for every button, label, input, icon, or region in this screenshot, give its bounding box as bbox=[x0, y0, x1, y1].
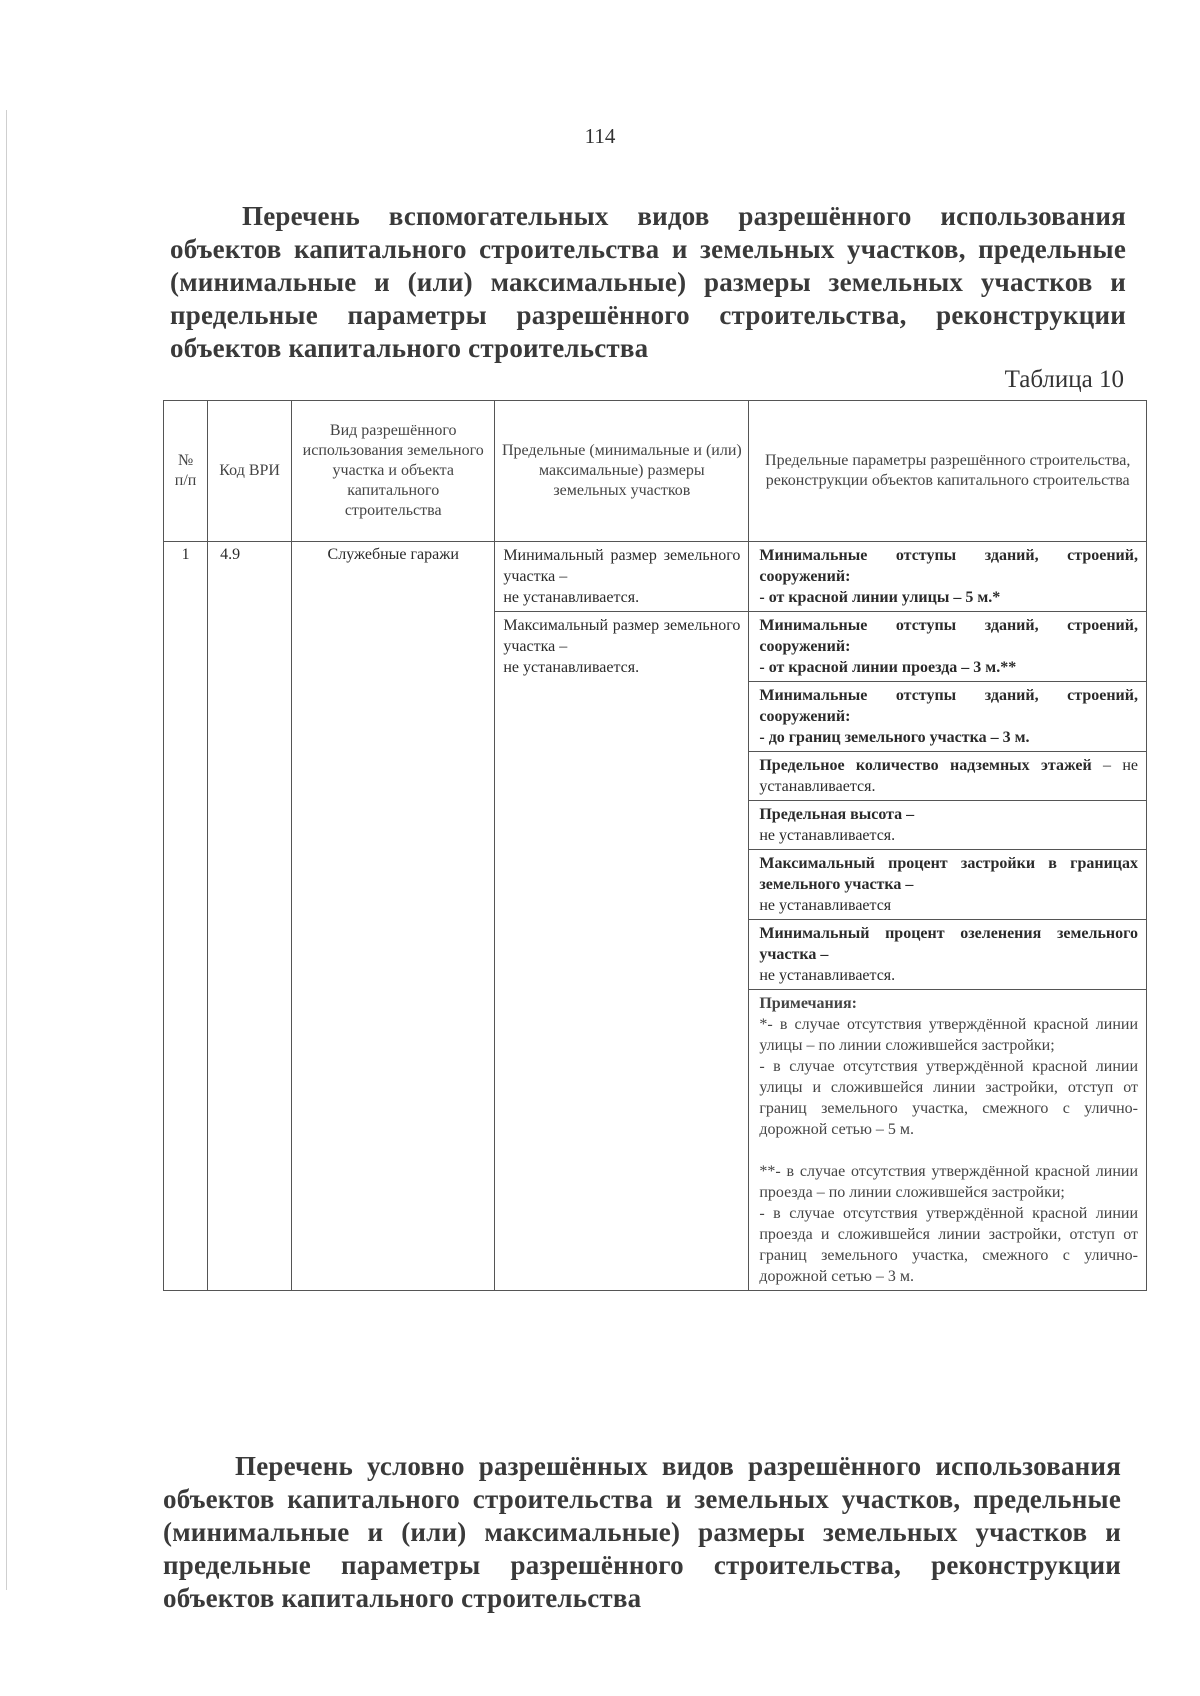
size-max bbox=[495, 612, 748, 681]
param-setback-passage-value: - от красной линии проезда – 3 м.** bbox=[759, 659, 1017, 676]
note-item: *- в случае отсутствия утверждённой красной линии улицы – по линии сложившейся застройки; bbox=[759, 1016, 1138, 1054]
header-kind: Вид разрешённого использования земельного участка и объекта капитального строительства bbox=[292, 401, 495, 542]
row-kind: Служебные гаражи bbox=[292, 542, 495, 1291]
section-heading-auxiliary-text: Перечень вспомогательных видов разрешённого использования объектов капитального строительства и земельных участков, предельные (минимальные и (или) максимальные) размеры земельных участков и предельные параметры разрешённого строительства, реконструкции объектов капитального строительства bbox=[170, 201, 1126, 363]
param-greening bbox=[749, 920, 1146, 990]
param-setback-street-value: - от красной линии улицы – 5 м.* bbox=[759, 589, 1001, 606]
size-min-value: не устанавливается. bbox=[503, 589, 640, 606]
header-code: Код ВРИ bbox=[208, 401, 292, 542]
size-max-label: Максимальный размер земельного участка – bbox=[503, 617, 741, 655]
param-setback-street bbox=[749, 542, 1146, 612]
param-setback-boundary bbox=[749, 682, 1146, 752]
param-height-label: Предельная высота – bbox=[759, 806, 915, 823]
table-header-row bbox=[164, 401, 1147, 542]
notes-spacer bbox=[759, 1140, 1138, 1161]
param-height-value: не устанавливается. bbox=[759, 827, 896, 844]
param-coverage-label: Максимальный процент застройки в границах земельного участка – bbox=[759, 855, 1138, 893]
param-floors-label: Предельное количество надземных этажей bbox=[759, 757, 1092, 774]
row-sizes bbox=[495, 542, 749, 1291]
param-setback-street-label: Минимальные отступы зданий, строений, сооружений: bbox=[759, 547, 1138, 585]
size-min-label: Минимальный размер земельного участка – bbox=[503, 547, 741, 585]
row-code: 4.9 bbox=[208, 542, 292, 1291]
param-height bbox=[749, 801, 1146, 850]
param-setback-passage bbox=[749, 612, 1146, 682]
param-greening-value: не устанавливается. bbox=[759, 967, 896, 984]
notes-title: Примечания: bbox=[759, 995, 857, 1012]
section-heading-conditional bbox=[163, 1450, 1121, 1615]
notes bbox=[749, 990, 1146, 1290]
section-heading-auxiliary bbox=[170, 200, 1126, 365]
note-item: - в случае отсутствия утверждённой красной линии проезда и сложившейся линии застройки, отступ от границ земельного участка, смежного с улично-дорожной сетью – 3 м. bbox=[759, 1205, 1138, 1285]
section-heading-conditional-text: Перечень условно разрешённых видов разрешённого использования объектов капитального строительства и земельных участков, предельные (минимальные и (или) максимальные) размеры земельных участков и предельные параметры разрешённого строительства, реконструкции объектов капитального строительства bbox=[163, 1451, 1121, 1613]
note-item: **- в случае отсутствия утверждённой красной линии проезда – по линии сложившейся застройки; bbox=[759, 1163, 1138, 1201]
header-size: Предельные (минимальные и (или) максимальные) размеры земельных участков bbox=[495, 401, 749, 542]
size-max-value: не устанавливается. bbox=[503, 659, 640, 676]
row-params bbox=[749, 542, 1147, 1291]
param-coverage bbox=[749, 850, 1146, 920]
scan-margin-line bbox=[6, 110, 7, 1590]
permitted-use-table bbox=[163, 400, 1147, 1291]
param-setback-boundary-label: Минимальные отступы зданий, строений, сооружений: bbox=[759, 687, 1138, 725]
size-min bbox=[495, 542, 748, 612]
page-number: 114 bbox=[584, 124, 616, 148]
header-num: № п/п bbox=[164, 401, 208, 542]
param-coverage-value: не устанавливается bbox=[759, 897, 892, 914]
note-item: - в случае отсутствия утверждённой красной линии улицы и сложившейся линии застройки, отступ от границ земельного участка, смежного с улично-дорожной сетью – 5 м. bbox=[759, 1058, 1138, 1138]
param-floors-value: – не устанавливается. bbox=[759, 757, 1138, 795]
param-setback-boundary-value: - до границ земельного участка – 3 м. bbox=[759, 729, 1030, 746]
header-params: Предельные параметры разрешённого строительства, реконструкции объектов капитального строительства bbox=[749, 401, 1147, 542]
param-greening-label: Минимальный процент озеленения земельного участка – bbox=[759, 925, 1138, 963]
param-floors bbox=[749, 752, 1146, 801]
row-num: 1 bbox=[164, 542, 208, 1291]
table-row bbox=[164, 542, 1147, 1291]
table-caption: Таблица 10 bbox=[1004, 366, 1124, 393]
param-setback-passage-label: Минимальные отступы зданий, строений, сооружений: bbox=[759, 617, 1138, 655]
